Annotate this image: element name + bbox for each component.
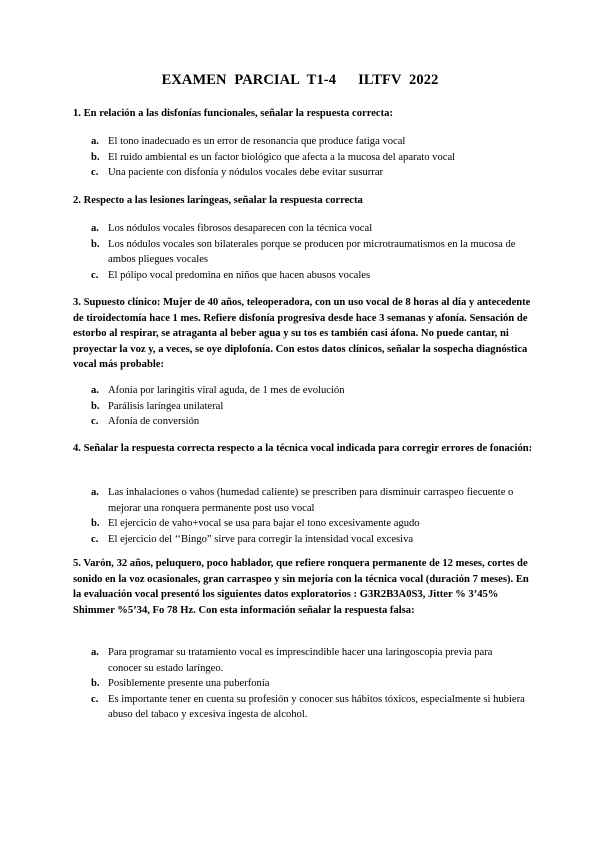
option-label: a. <box>91 647 99 658</box>
option-text: Para programar su tratamiento vocal es imprescindible hacer una laringoscopia previa para conocer su estado laríngeo. <box>108 647 493 674</box>
question-4-options <box>0 485 600 547</box>
course-code: ILTFV 2022 <box>358 72 439 88</box>
option-label: a. <box>91 136 99 147</box>
question-2-options <box>0 221 600 283</box>
question-2-stem: 2. Respecto a las lesiones laríngeas, señalar la respuesta correcta <box>73 195 363 206</box>
option-text: El tono inadecuado es un error de resonancia que produce fatiga vocal <box>108 136 406 147</box>
option-text: El ejercicio del ‘‘Bingo” sirve para corregir la intensidad vocal excesiva <box>108 533 414 545</box>
option-2a <box>0 221 600 237</box>
option-text: Afonía por laringitis viral aguda, de 1 mes de evolución <box>108 385 345 396</box>
option-text: Los nódulos vocales fibrosos desaparecen con la técnica vocal <box>108 223 373 234</box>
option-5b <box>0 676 600 692</box>
option-text: Es importante tener en cuenta su profesión y conocer sus hábitos tóxicos, especialmente si hubiera abuso del tabaco y excesiva ingesta de alcohol. <box>108 693 525 721</box>
option-label: a. <box>91 385 99 396</box>
option-label: c. <box>91 416 99 428</box>
option-label: a. <box>91 223 99 234</box>
option-3b <box>0 399 600 415</box>
exam-title: EXAMEN PARCIAL T1-4 <box>161 72 337 88</box>
option-label: c. <box>91 167 99 179</box>
option-1b <box>0 150 600 166</box>
option-text: El ruido ambiental es un factor biológico que afecta a la mucosa del aparato vocal <box>108 151 456 163</box>
option-label: a. <box>91 487 99 498</box>
option-label: b. <box>91 678 100 690</box>
page-title <box>0 72 600 89</box>
option-text: El pólipo vocal predomina en niños que hacen abusos vocales <box>108 269 371 281</box>
option-3a <box>0 383 600 399</box>
option-4a <box>0 485 600 516</box>
option-3c <box>0 414 600 430</box>
option-text: Posiblemente presente una puberfonía <box>108 678 270 690</box>
question-5-options <box>0 645 600 723</box>
option-1a <box>0 134 600 150</box>
option-text: Las inhalaciones o vahos (humedad caliente) se prescriben para disminuir carraspeo fiecuente o mejorar una ronquera permanente post uso vocal <box>108 487 514 514</box>
question-1-stem: 1. En relación a las disfonías funcionales, señalar la respuesta correcta: <box>73 108 393 119</box>
option-text: Los nódulos vocales son bilaterales porque se producen por microtraumatismos en la mucosa de ambos pliegues vocales <box>108 238 516 266</box>
option-label: b. <box>91 151 100 163</box>
question-4-stem: 4. Señalar la respuesta correcta respecto a la técnica vocal indicada para corregir errores de fonación: <box>73 443 533 454</box>
option-text: El ejercicio de vaho+vocal se usa para bajar el tono excesivamente agudo <box>108 518 420 530</box>
question-1-options <box>0 134 600 181</box>
option-1c <box>0 165 600 181</box>
option-5c <box>0 692 600 723</box>
option-label: c. <box>91 533 99 545</box>
option-label: b. <box>91 238 100 250</box>
question-3-options <box>0 383 600 430</box>
option-text: Una paciente con disfonía y nódulos vocales debe evitar susurrar <box>108 167 384 179</box>
option-label: c. <box>91 693 99 705</box>
question-3-stem: 3. Supuesto clínico: Mujer de 40 años, teleoperadora, con un uso vocal de 8 horas al día y antecedente de tiroidectomía hace 1 mes. Refiere disfonía progresiva desde hace 3 semanas y afonía. Sensación de estorbo al respirar, se atraganta al beber agua y su tos es también casi áfona. No puede cantar, ni proyectar la voz y, a veces, se oye diplofonía. Con estos datos clínicos, señalar la sospecha diagnóstica vocal más probable: <box>73 297 531 370</box>
option-text: Parálisis laríngea unilateral <box>108 400 224 412</box>
option-label: b. <box>91 518 100 530</box>
option-label: c. <box>91 269 99 281</box>
option-label: b. <box>91 400 100 412</box>
option-4b <box>0 516 600 532</box>
option-2c <box>0 268 600 284</box>
option-2b <box>0 237 600 268</box>
option-5a <box>0 645 600 676</box>
question-5-stem: 5. Varón, 32 años, peluquero, poco hablador, que refiere ronquera permanente de 12 meses, cortes de sonido en la voz ocasionales, gran carraspeo y sin mejoría con la técnica vocal (duración 7 meses). En la evaluación vocal presentó los siguientes datos exploratorios : G3R2B3A0S3, Jitter % 3’45% Shimmer %5’34, Fo 78 Hz. Con esta información señalar la respuesta falsa: <box>73 558 529 616</box>
option-text: Afonía de conversión <box>108 416 200 428</box>
option-4c <box>0 532 600 548</box>
